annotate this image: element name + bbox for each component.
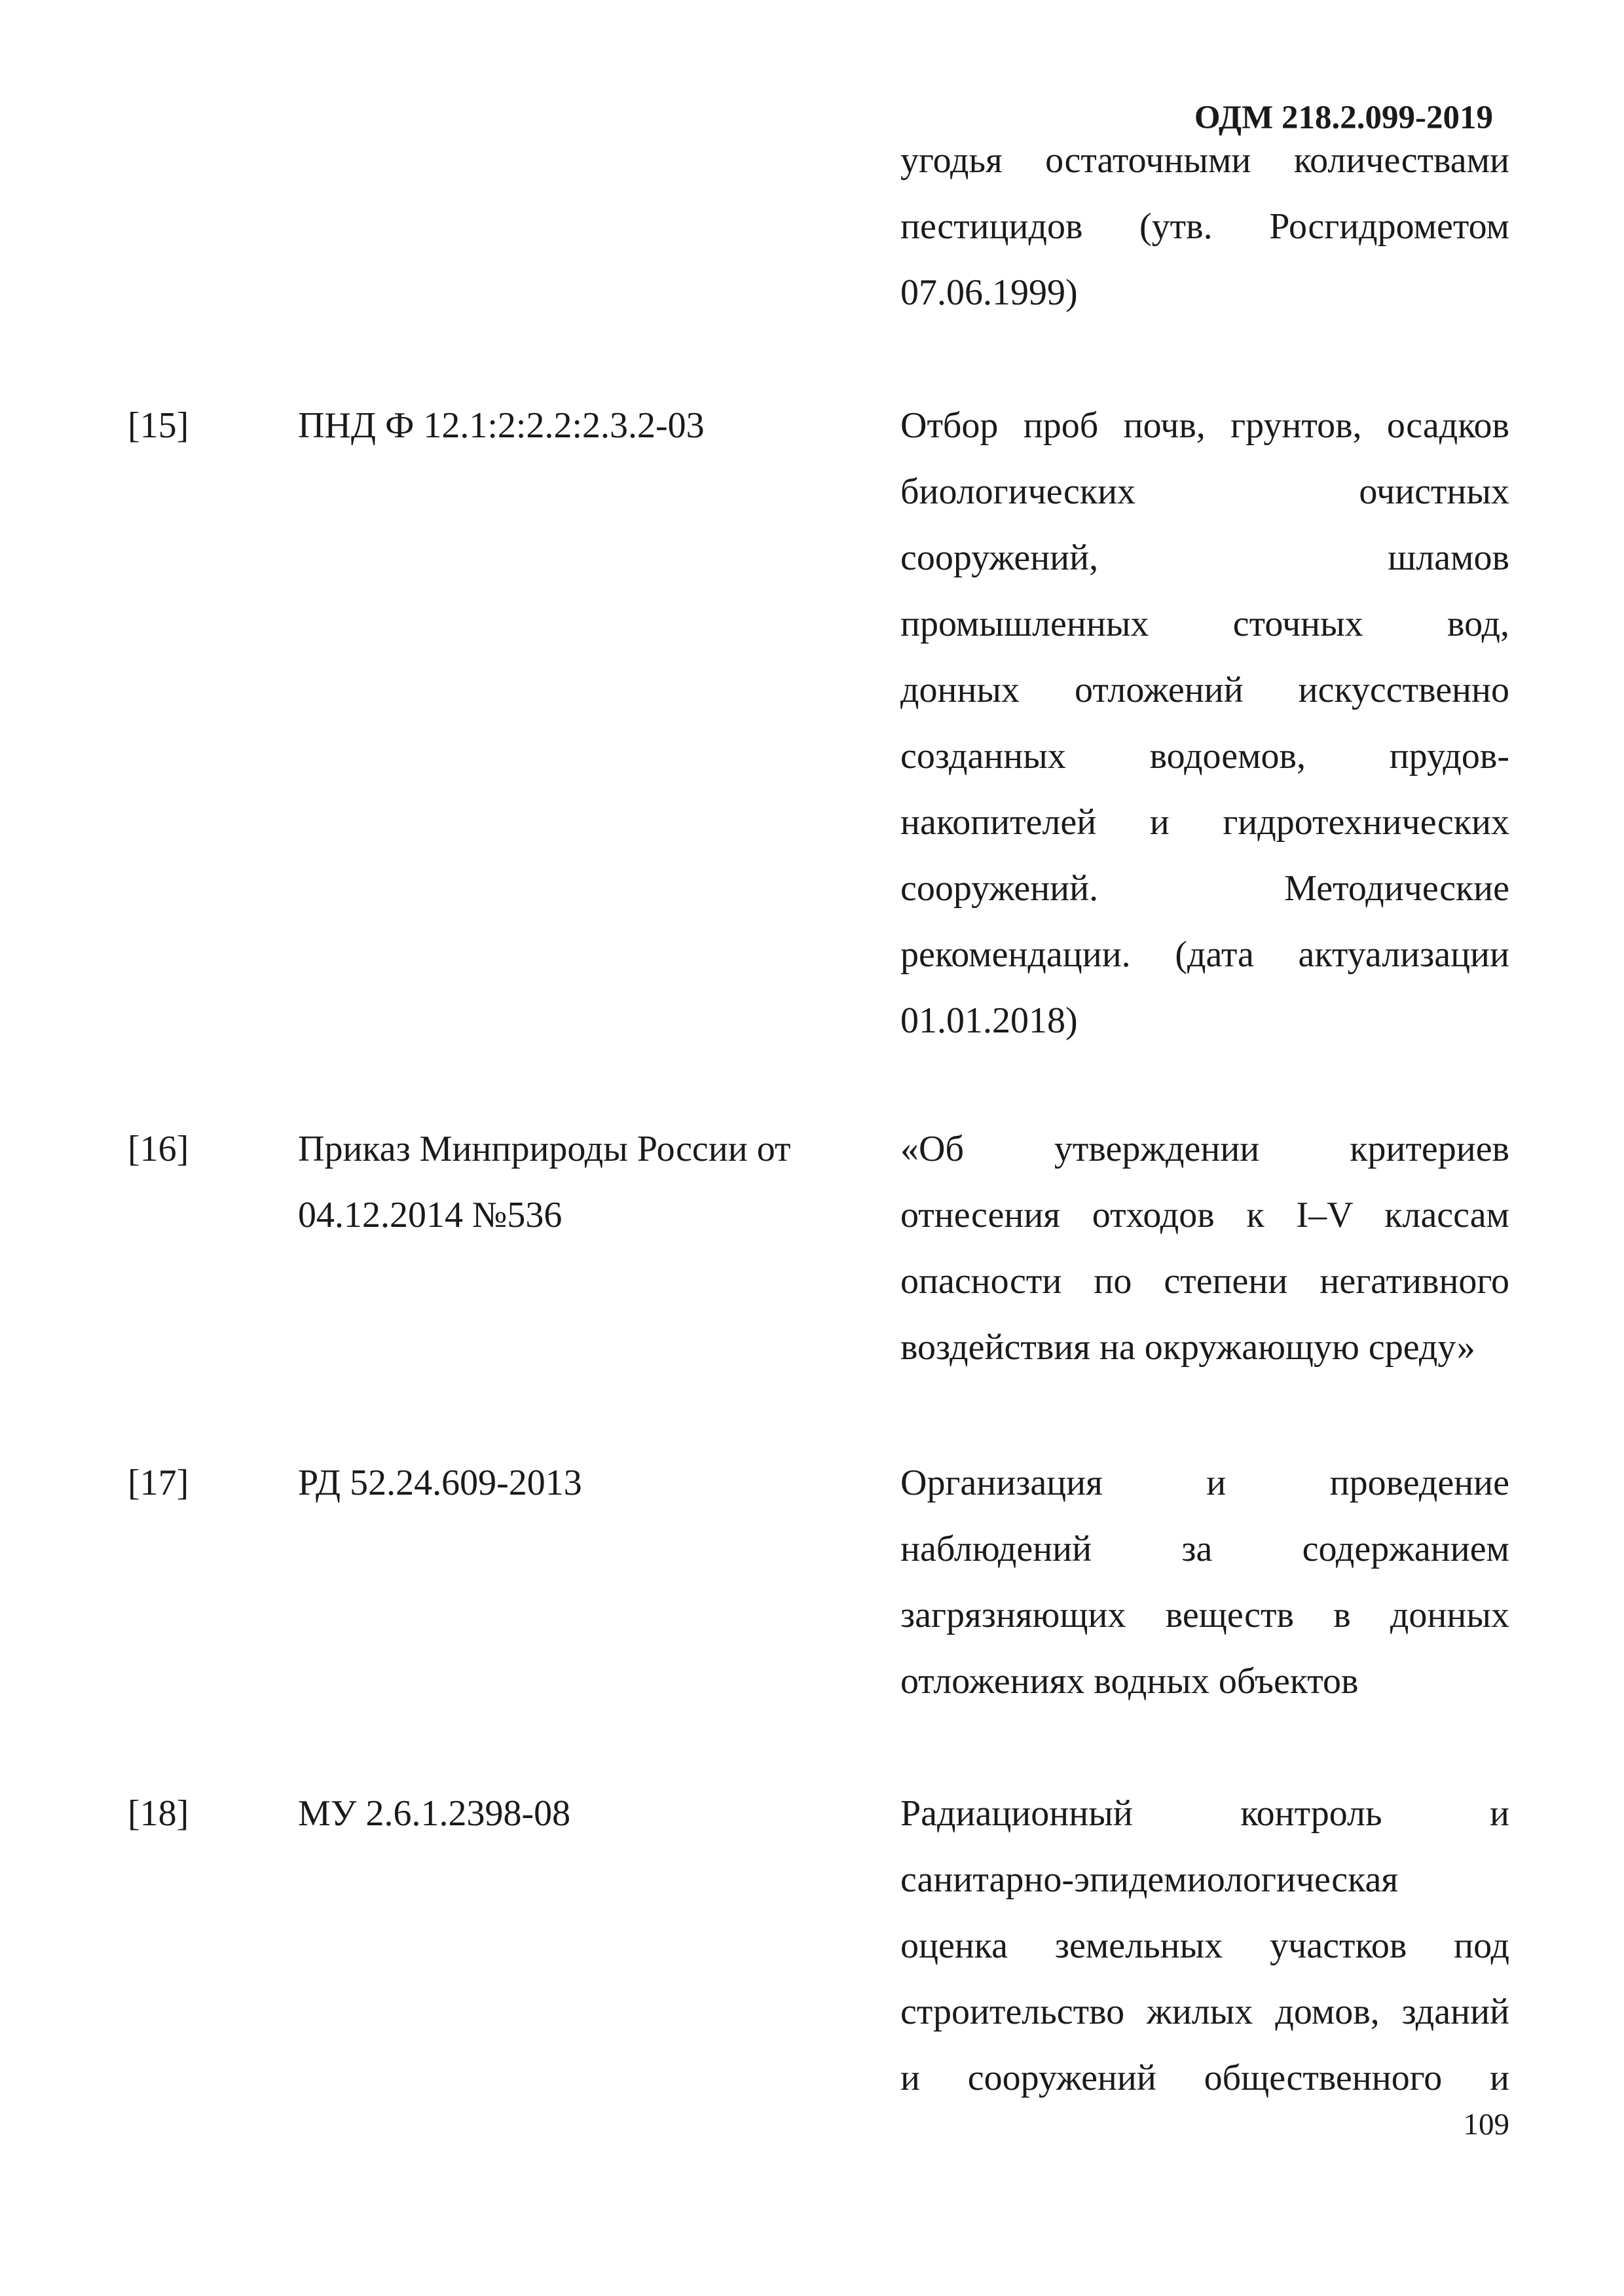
reference-document xyxy=(298,393,835,459)
document-line: ПНД Ф 12.1:2:2.2:2.3.2-03 xyxy=(298,405,705,446)
continuation-description xyxy=(900,128,1509,326)
description-line: опасности по степени негативного xyxy=(900,1261,1509,1302)
description-line: угодья остаточными количествами xyxy=(900,140,1509,181)
description-line: пестицидов (утв. Росгидрометом xyxy=(900,206,1509,247)
description-line: воздействия на окружающую среду» xyxy=(900,1327,1475,1368)
document-code-header: ОДМ 218.2.099-2019 xyxy=(1194,100,1493,136)
reference-number: [16] xyxy=(128,1129,189,1169)
description-line: донных отложений искусственно xyxy=(900,670,1509,710)
document-line: МУ 2.6.1.2398-08 xyxy=(298,1793,571,1834)
description-line: Отбор проб почв, грунтов, осадков xyxy=(900,405,1509,446)
reference-document xyxy=(298,1450,835,1516)
description-line: накопителей и гидротехнических xyxy=(900,802,1509,843)
description-line: рекомендации. (дата актуализации xyxy=(900,934,1509,975)
description-line: строительство жилых домов, зданий xyxy=(900,1992,1509,2032)
reference-document xyxy=(298,1116,835,1248)
document-line: 04.12.2014 №536 xyxy=(298,1195,563,1235)
description-line: «Об утверждении критериев xyxy=(900,1129,1509,1169)
description-line: санитарно-эпидемиологическая xyxy=(900,1859,1399,1900)
description-line: оценка земельных участков под xyxy=(900,1925,1509,1966)
description-line: и сооружений общественного и xyxy=(900,2058,1509,2098)
description-line: биологических очистных xyxy=(900,471,1509,512)
reference-number: [17] xyxy=(128,1463,189,1503)
reference-description xyxy=(900,1116,1509,1381)
description-line: 07.06.1999) xyxy=(900,272,1078,313)
reference-document xyxy=(298,1781,835,1847)
description-line: сооружений, шламов xyxy=(900,538,1509,578)
description-line: 01.01.2018) xyxy=(900,1000,1078,1041)
description-line: созданных водоемов, прудов- xyxy=(900,736,1509,776)
reference-description xyxy=(900,1781,1509,2111)
description-line: отложениях водных объектов xyxy=(900,1661,1359,1702)
document-line: Приказ Минприроды России от xyxy=(298,1129,791,1169)
reference-description xyxy=(900,1450,1509,1715)
reference-number: [15] xyxy=(128,405,189,446)
reference-number: [18] xyxy=(128,1793,189,1834)
page-number: 109 xyxy=(1463,2107,1509,2141)
description-line: наблюдений за содержанием xyxy=(900,1529,1509,1569)
description-line: Радиационный контроль и xyxy=(900,1793,1509,1834)
description-line: сооружений. Методические xyxy=(900,868,1509,909)
description-line: загрязняющих веществ в донных xyxy=(900,1595,1509,1635)
description-line: Организация и проведение xyxy=(900,1463,1509,1503)
reference-description xyxy=(900,393,1509,1054)
description-line: промышленных сточных вод, xyxy=(900,604,1509,644)
description-line: отнесения отходов к I–V классам xyxy=(900,1195,1509,1235)
document-line: РД 52.24.609-2013 xyxy=(298,1463,582,1503)
